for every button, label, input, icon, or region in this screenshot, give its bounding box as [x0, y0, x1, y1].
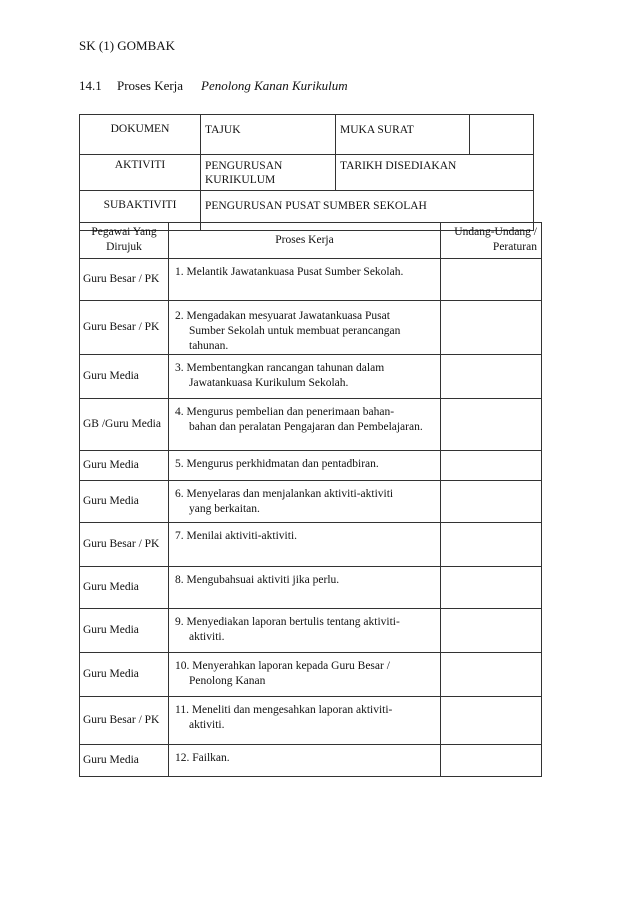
process-row — [80, 567, 542, 609]
school-name: SK (1) GOMBAK — [79, 38, 176, 53]
step-text: 9. Menyediakan laporan bertulis tentang aktiviti- — [175, 616, 400, 628]
process-step-cell — [169, 399, 441, 451]
process-row — [80, 481, 542, 523]
process-step-cell — [169, 355, 441, 399]
meta-value-tajuk: TAJUK — [201, 115, 336, 155]
process-step-cell — [169, 609, 441, 653]
regulation-cell — [441, 259, 542, 301]
process-step-cell — [169, 451, 441, 481]
regulation-cell — [441, 523, 542, 567]
process-step-cell — [169, 259, 441, 301]
meta-row-dokumen — [80, 115, 534, 155]
regulation-cell — [441, 451, 542, 481]
process-step-cell — [169, 567, 441, 609]
officer-cell: Guru Media — [80, 451, 169, 481]
officer-cell: Guru Media — [80, 653, 169, 697]
officer-cell: Guru Besar / PK — [80, 697, 169, 745]
officer-cell: Guru Besar / PK — [80, 523, 169, 567]
regulation-cell — [441, 697, 542, 745]
section-subtitle: Penolong Kanan Kurikulum — [201, 78, 348, 93]
header-undang-undang: Undang-Undang / Peraturan — [441, 223, 542, 259]
regulation-cell — [441, 745, 542, 777]
officer-cell: Guru Besar / PK — [80, 259, 169, 301]
section-label: Proses Kerja — [117, 78, 184, 93]
meta-key-dokumen: DOKUMEN — [80, 115, 201, 155]
officer-cell: GB /Guru Media — [80, 399, 169, 451]
officer-cell: Guru Media — [80, 567, 169, 609]
step-text-continued: Sumber Sekolah untuk membuat perancangan tahunan. — [189, 325, 401, 352]
step-text: 12. Failkan. — [175, 752, 230, 764]
regulation-cell — [441, 481, 542, 523]
process-row — [80, 451, 542, 481]
section-heading — [79, 78, 348, 94]
process-row — [80, 697, 542, 745]
process-row — [80, 523, 542, 567]
process-table — [79, 222, 542, 777]
step-text: 10. Menyerahkan laporan kepada Guru Besar / — [175, 660, 390, 672]
step-text-continued: yang berkaitan. — [189, 503, 260, 515]
officer-cell: Guru Media — [80, 745, 169, 777]
process-row — [80, 355, 542, 399]
header-pegawai: Pegawai Yang Dirujuk — [80, 223, 169, 259]
process-step-cell — [169, 697, 441, 745]
officer-cell: Guru Besar / PK — [80, 301, 169, 355]
officer-cell: Guru Media — [80, 481, 169, 523]
step-text-continued: Penolong Kanan — [189, 675, 266, 687]
process-row — [80, 609, 542, 653]
process-step-cell — [169, 481, 441, 523]
step-text: 4. Mengurus pembelian dan penerimaan bahan- — [175, 406, 395, 418]
step-text-continued: aktiviti. — [189, 719, 225, 731]
process-row — [80, 301, 542, 355]
step-text-continued: Jawatankuasa Kurikulum Sekolah. — [189, 377, 349, 389]
regulation-cell — [441, 301, 542, 355]
step-text: 8. Mengubahsuai aktiviti jika perlu. — [175, 574, 340, 586]
regulation-cell — [441, 355, 542, 399]
meta-value-aktiviti: PENGURUSAN KURIKULUM — [201, 155, 336, 191]
process-step-cell — [169, 745, 441, 777]
step-text: 7. Menilai aktiviti-aktiviti. — [175, 530, 298, 542]
step-text: 2. Mengadakan mesyuarat Jawatankuasa Pusat — [175, 310, 390, 322]
regulation-cell — [441, 567, 542, 609]
officer-cell: Guru Media — [80, 609, 169, 653]
step-text: 3. Membentangkan rancangan tahunan dalam — [175, 362, 385, 374]
process-row — [80, 399, 542, 451]
meta-value-muka-surat — [470, 115, 534, 155]
step-text-continued: bahan dan peralatan Pengajaran dan Pembelajaran. — [189, 421, 423, 433]
step-text-continued: aktiviti. — [189, 631, 225, 643]
header-proses-kerja: Proses Kerja — [169, 223, 441, 259]
meta-key-muka-surat: MUKA SURAT — [336, 115, 470, 155]
meta-value-subaktiviti: PENGURUSAN PUSAT SUMBER SEKOLAH — [201, 191, 534, 231]
section-number: 14.1 — [79, 78, 102, 93]
process-header-row — [80, 223, 542, 259]
step-text: 11. Meneliti dan mengesahkan laporan aktiviti- — [175, 704, 393, 716]
process-row — [80, 745, 542, 777]
meta-row-aktiviti — [80, 155, 534, 191]
regulation-cell — [441, 399, 542, 451]
step-text: 5. Mengurus perkhidmatan dan pentadbiran. — [175, 458, 379, 470]
regulation-cell — [441, 609, 542, 653]
process-row — [80, 653, 542, 697]
process-row — [80, 259, 542, 301]
meta-key-subaktiviti: SUBAKTIVITI — [80, 191, 201, 231]
officer-cell: Guru Media — [80, 355, 169, 399]
regulation-cell — [441, 653, 542, 697]
process-step-cell — [169, 653, 441, 697]
document-meta-table — [79, 114, 534, 231]
meta-key-tarikh: TARIKH DISEDIAKAN — [336, 155, 534, 191]
step-text: 1. Melantik Jawatankuasa Pusat Sumber Sekolah. — [175, 266, 404, 278]
process-step-cell — [169, 301, 441, 355]
process-step-cell — [169, 523, 441, 567]
meta-key-aktiviti: AKTIVITI — [80, 155, 201, 191]
step-text: 6. Menyelaras dan menjalankan aktiviti-aktiviti — [175, 488, 394, 500]
